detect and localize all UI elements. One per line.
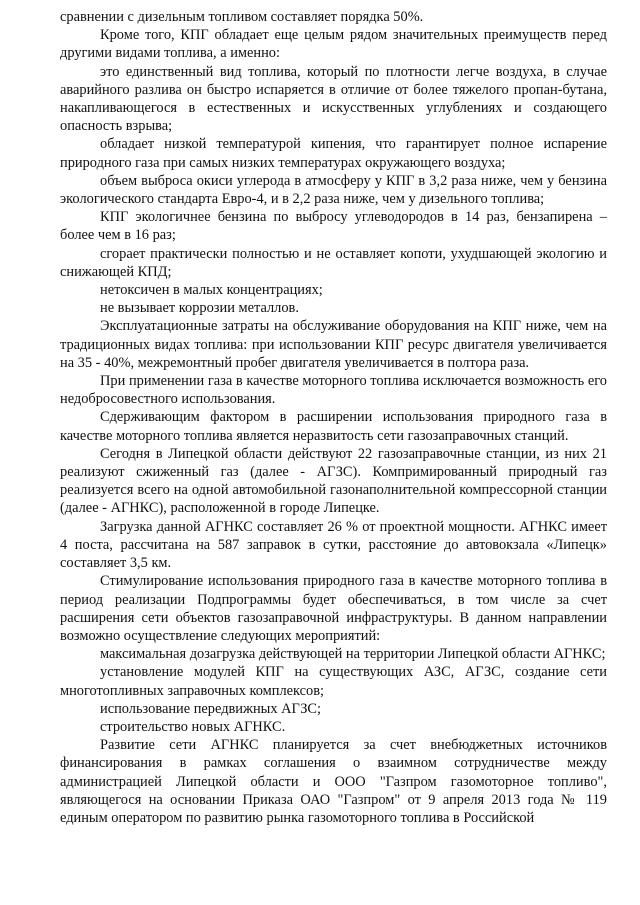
paragraph-operating-costs: Эксплуатационные затраты на обслуживание оборудования на КПГ ниже, чем на традиционных видах топлива: при использовании КПГ ресурс двигателя увеличивается на 35 - 40%, межремонтный пробег двигателя увеличивается в полтора раза. [60,318,607,371]
paragraph-advantages-intro: Кроме того, КПГ обладает еще целым рядом значительных преимуществ перед другими видами топлива, а именно: [60,27,607,62]
list-item-non-toxic: нетоксичен в малых концентрациях; [100,282,323,299]
list-item-new-agnks: строительство новых АГНКС. [100,718,286,735]
paragraph-development: Развитие сети АГНКС планируется за счет внебюджетных источников финансирования в рамках соглашения о взаимном сотрудничестве между администрацией Липецкой области и ООО "Газпром газомоторное топливо", являющегося на основании Приказа ОАО "Газпром" от 9 апреля 2013 года № 119 единым оператором по развитию рынка газомоторного топлива в Российской [60,737,607,826]
list-item-combustion: сгорает практически полностью и не оставляет копоти, ухудшающей экологию и снижающей КПД; [60,245,607,280]
list-item-kpg-modules: установление модулей КПГ на существующих АЗС, АГЗС, создание сети многотопливных заправочных комплексов; [60,664,607,699]
paragraph-misuse: При применении газа в качестве моторного топлива исключается возможность его недобросовестного использования. [60,373,607,408]
paragraph-stations: Сегодня в Липецкой области действуют 22 газозаправочные станции, из них 21 реализуют сжиженный газ (далее - АГЗС). Компримированный природный газ реализуется всего на одной автомобильной газонаполнительной компрессорной станции (далее - АГНКС), расположенной в городе Липецке. [60,445,607,517]
list-item-mobile-agzs: использование передвижных АГЗС; [100,700,321,717]
list-item-max-load: максимальная дозагрузка действующей на территории Липецкой области АГНКС; [100,646,606,663]
paragraph-stimulation: Стимулирование использования природного газа в качестве моторного топлива в период реализации Подпрограммы будет обеспечиваться, в том числе за счет расширения сети объектов газозаправочной инфраструктуры. В данном направлении возможно осуществление следующих мероприятий: [60,573,607,644]
list-item-density: это единственный вид топлива, который по плотности легче воздуха, в случае аварийного разлива он быстро испаряется в отличие от более тяжелого пропан-бутана, накапливающегося в естественных и искусственных углублениях и создающего опасность взрыва; [60,63,607,135]
paragraph-constraint: Сдерживающим фактором в расширении использования природного газа в качестве моторного топлива является неразвитость сети газозаправочных станций. [60,409,607,444]
list-item-hydrocarbons: КПГ экологичнее бензина по выбросу углеводородов в 14 раз, бензапирена – более чем в 16 раз; [60,209,607,244]
list-item-boiling-point: обладает низкой температурой кипения, что гарантирует полное испарение природного газа при самых низких температурах окружающего воздуха; [60,136,607,171]
paragraph-continuation: сравнении с дизельным топливом составляет порядка 50%. [60,9,424,25]
paragraph-agnks-load: Загрузка данной АГНКС составляет 26 % от проектной мощности. АГНКС имеет 4 поста, рассчитана на 587 заправок в сутки, расстояние до автовокзала «Липецк» составляет 3,5 км. [60,518,607,572]
list-item-co-emission: объем выброса окиси углерода в атмосферу у КПГ в 3,2 раза ниже, чем у бензина экологического стандарта Евро-4, и в 2,2 раза ниже, чем у дизельного топлива; [60,172,607,208]
list-item-no-corrosion: не вызывает коррозии металлов. [100,300,299,317]
